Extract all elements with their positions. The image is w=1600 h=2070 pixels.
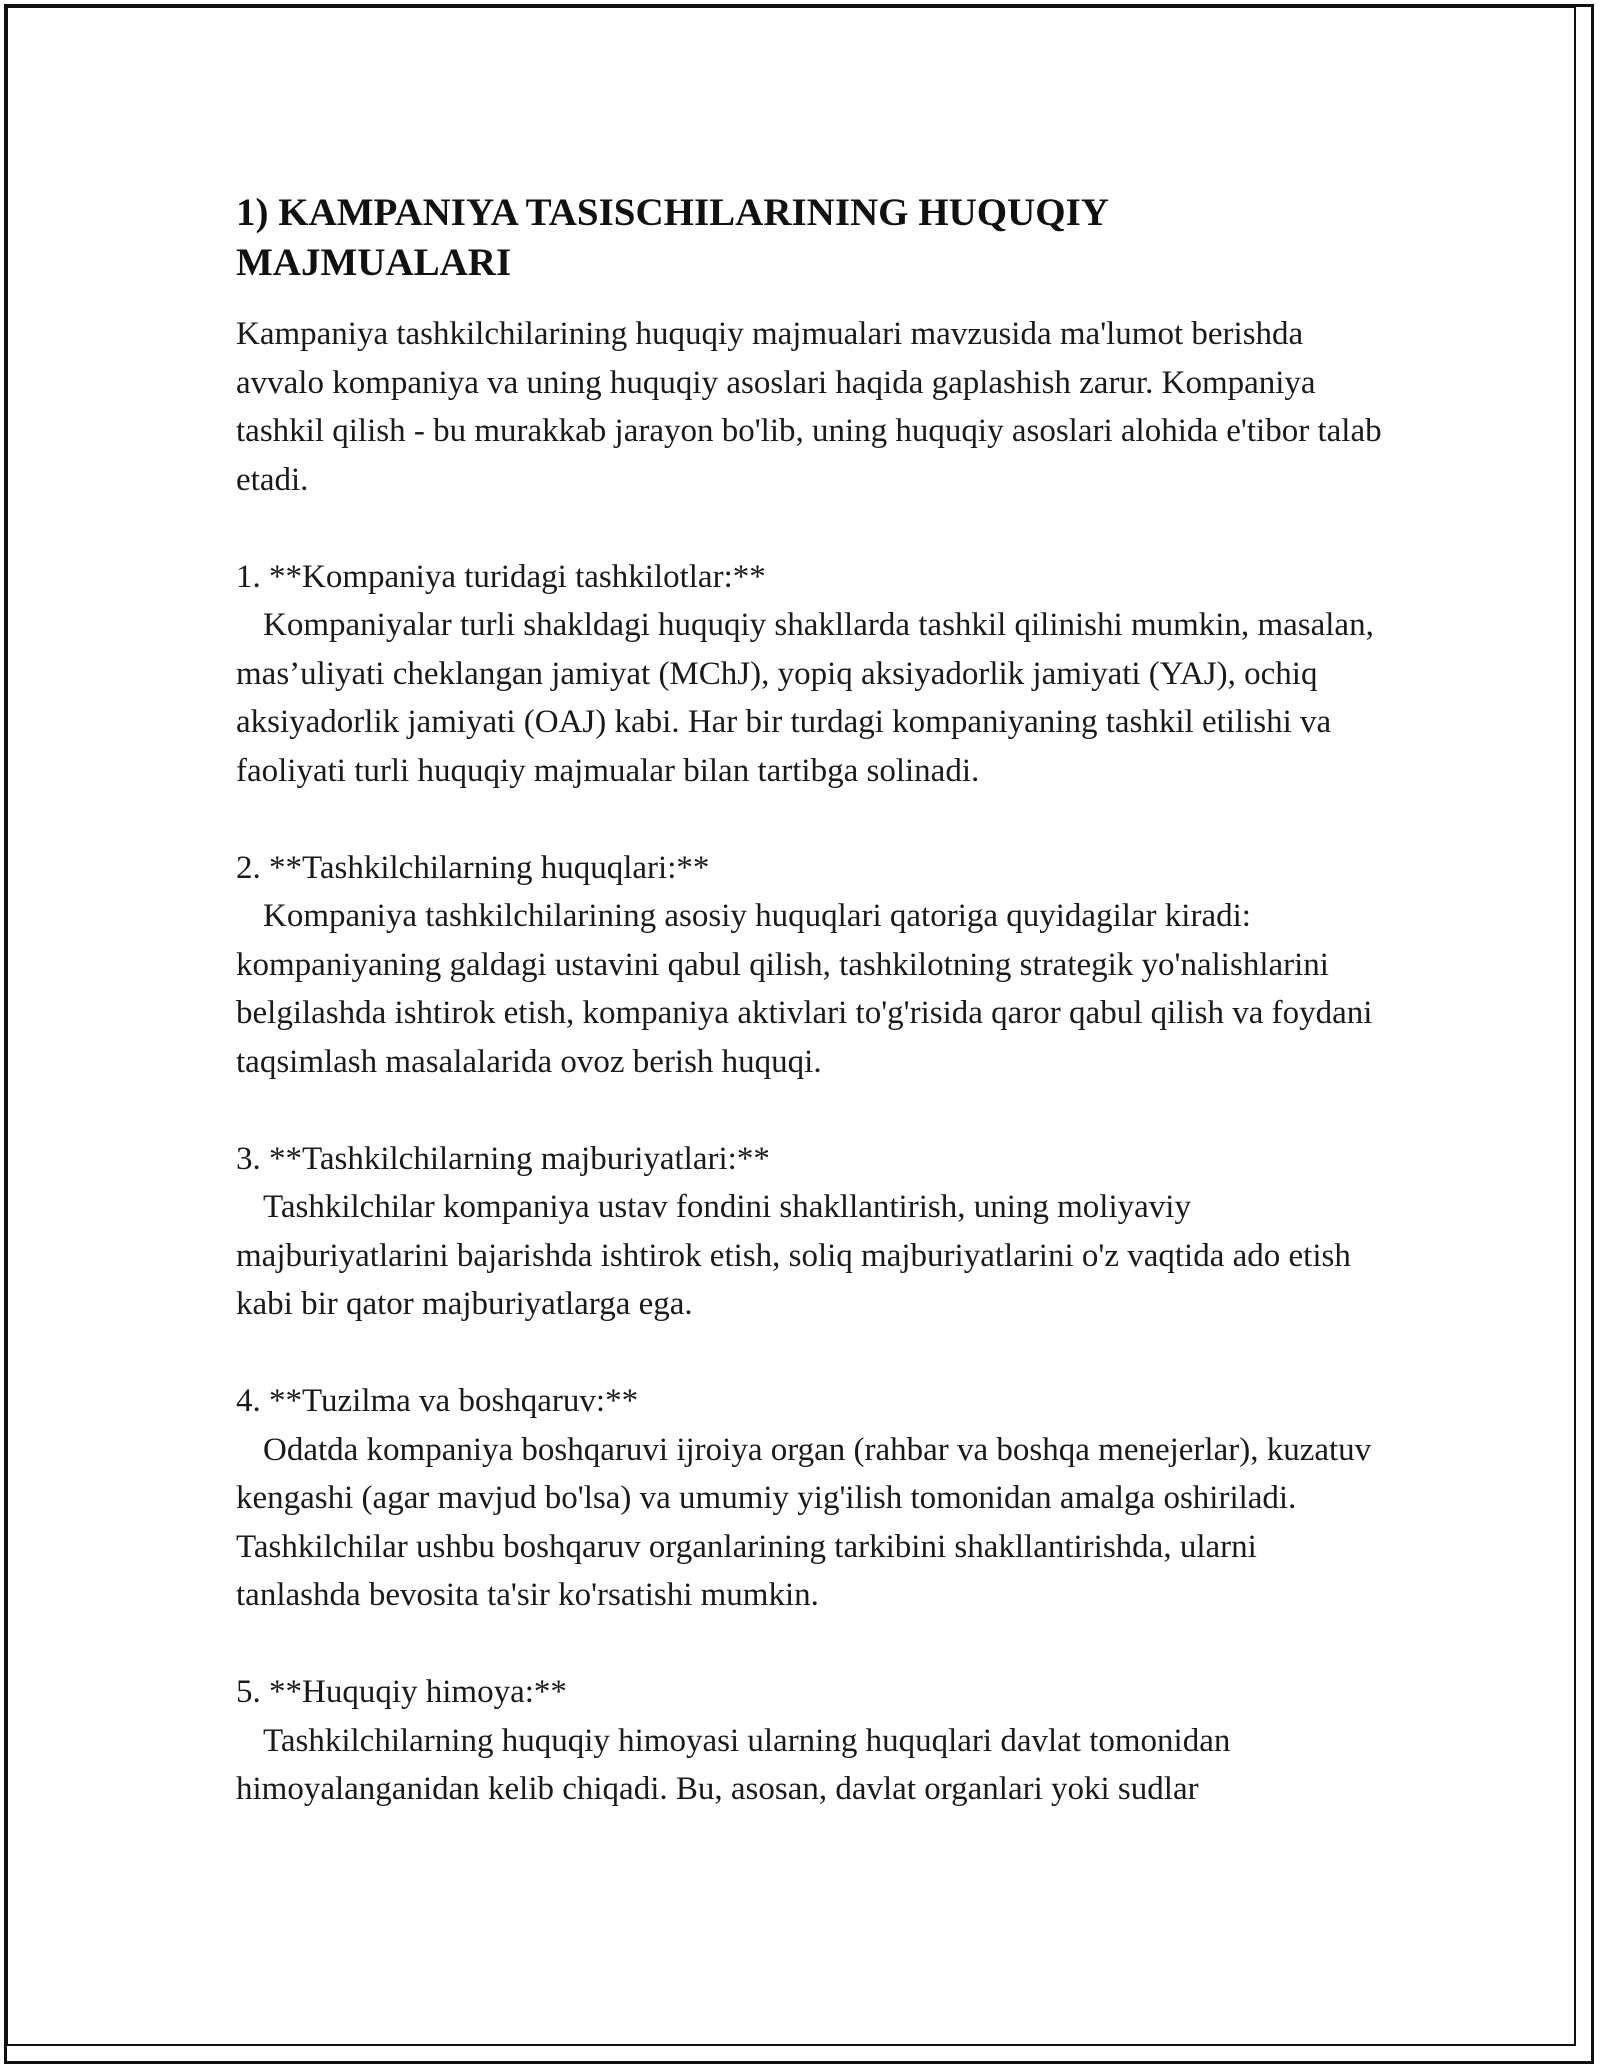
list-item (236, 844, 1386, 1087)
list-item (236, 1668, 1386, 1814)
paragraph-gap (236, 504, 1386, 553)
list-item-heading: 4. **Tuzilma va boshqaruv:** (236, 1383, 639, 1419)
document-title: 1) KAMPANIYA TASISCHILARINING HUQUQIY MAJMUALARI (236, 191, 1108, 284)
list-item (236, 1135, 1386, 1329)
list-item-body: Odatda kompaniya boshqaruvi ijroiya organ (rahbar va boshqa menejerlar), kuzatuv kengashi (agar mavjud bo'lsa) va umumiy yig'ilish tomonidan amalga oshiriladi. Tashkilchilar ushbu boshqaruv organlarining tarkibini shakllantirishda, ularni tanlashda bevosita ta'sir ko'rsatishi mumkin. (236, 1431, 1380, 1613)
list-item-body: Tashkilchilarning huquqiy himoyasi ularning huquqlari davlat tomonidan himoyalanganidan kelib chiqadi. Bu, asosan, davlat organlari yoki sudlar (236, 1722, 1239, 1807)
list-item (236, 1377, 1386, 1620)
paragraph-gap (236, 1329, 1386, 1378)
list-item-heading: 1. **Kompaniya turidagi tashkilotlar:** (236, 558, 766, 595)
list-item-body: Tashkilchilar kompaniya ustav fondini shakllantirish, uning moliyaviy majburiyatlarini bajarishda ishtirok etish, soliq majburiyatlarini o'z vaqtida ado etish kabi bir qator majburiyatlarga ega. (236, 1189, 1360, 1322)
paragraph-gap (236, 1620, 1386, 1669)
list-item-heading: 5. **Huquqiy himoya:** (236, 1674, 567, 1710)
paragraph-gap (236, 795, 1386, 844)
intro-paragraph: Kampaniya tashkilchilarining huquqiy majmualari mavzusida ma'lumot berishda avvalo kompaniya va uning huquqiy asoslari haqida gaplashish zarur. Kompaniya tashkil qilish - bu murakkab jarayon bo'lib, uning huquqiy asoslari alohida e'tibor talab etadi. (236, 316, 1390, 498)
list-item-body: Kompaniya tashkilchilarining asosiy huquqlari qatoriga quyidagilar kiradi: kompaniyaning galdagi ustavini qabul qilish, tashkilotning strategik yo'nalishlarini belgilashda ishtirok etish, kompaniya aktivlari to'g'risida qaror qabul qilish va foydani taqsimlash masalalarida ovoz berish huquqi. (236, 898, 1381, 1080)
document-content (236, 188, 1390, 1814)
list-item-body: Kompaniyalar turli shakldagi huquqiy shakllarda tashkil qilinishi mumkin, masalan, mas’uliyati cheklangan jamiyat (MChJ), yopiq aksiyadorlik jamiyati (YAJ), ochiq aksiyadorlik jamiyati (OAJ) kabi. Har bir turdagi kompaniyaning tashkil etilishi va faoliyati turli huquqiy majmualar bilan tartibga solinadi. (236, 607, 1383, 789)
list-item-heading: 3. **Tashkilchilarning majburiyatlari:** (236, 1140, 770, 1177)
paragraph-gap (236, 1086, 1386, 1135)
list-item (236, 553, 1386, 796)
list-item-heading: 2. **Tashkilchilarning huquqlari:** (236, 849, 710, 886)
